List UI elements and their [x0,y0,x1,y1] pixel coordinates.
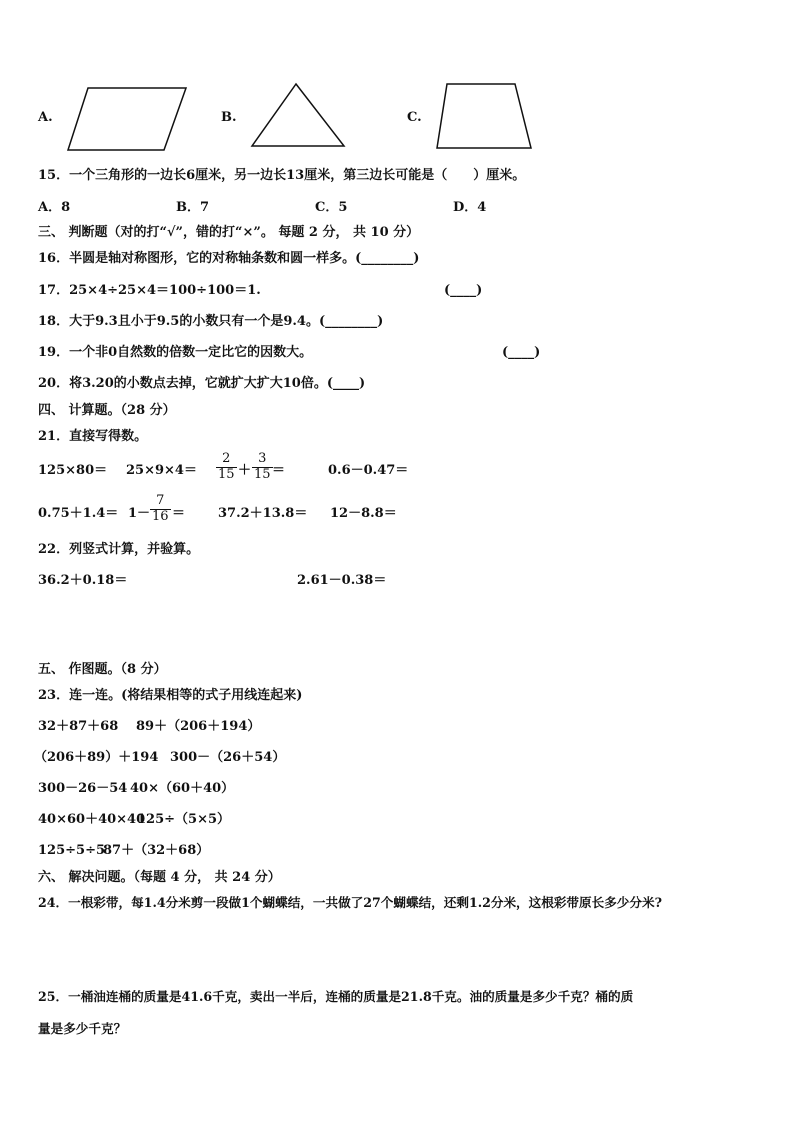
q21-r2c1: 0.75＋1.4＝ [38,506,119,521]
fraction-denominator: 16 [152,508,169,524]
question-22-title: 22．列竖式计算，并验算。 [38,542,200,557]
parallelogram-figure [66,86,196,156]
q23-left-2: （206＋89）＋194 [34,750,159,765]
q23-right-1: 89＋（206＋194） [136,719,261,734]
q21-r2c2-equals: ＝ [172,506,186,521]
fraction-denominator: 15 [218,466,235,482]
trapezoid-figure [435,82,535,154]
question-17: 17．25×4÷25×4＝100÷100＝1. [38,283,261,298]
q15-option-b: B．7 [176,200,210,215]
option-a-label: A. [38,110,53,125]
fraction-denominator: 15 [254,466,271,482]
option-c-label: C. [407,110,422,125]
q21-equals: ＝ [272,463,286,478]
question-16: 16．半圆是轴对称图形，它的对称轴条数和圆一样多。(________) [38,251,420,266]
q21-r2c4: 12－8.8＝ [330,506,397,521]
question-24: 24．一根彩带，每1.4分米剪一段做1个蝴蝶结，一共做了27个蝴蝶结，还剩1.2分米，这根彩带原长多少分米? [38,895,662,910]
q21-fraction-7-16 [150,494,171,525]
question-21-title: 21．直接写得数。 [38,429,148,444]
q23-left-1: 32＋87＋68 [38,719,119,734]
question-25-line-1: 25．一桶油连桶的质量是41.6千克，卖出一半后，连桶的质量是21.8千克。油的质量是多少千克？桶的质 [38,989,634,1004]
q21-r1c2: 25×9×4＝ [126,463,197,478]
question-23-title: 23．连一连。(将结果相等的式子用线连起来) [38,688,303,703]
section-5-title: 五、 作图题。（8 分） [38,662,167,677]
q22-left-expression: 36.2＋0.18＝ [38,573,128,588]
fraction-numerator: 7 [156,493,165,508]
q21-fraction-3-15 [252,452,273,483]
option-b-label: B. [221,110,237,125]
q21-plus-sign: ＋ [238,463,252,478]
q23-left-4: 40×60＋40×40 [38,812,146,827]
triangle-figure [250,82,350,152]
q23-left-3: 300－26－54 [38,781,128,796]
q23-right-4: 125÷（5×5） [137,812,231,827]
section-6-title: 六、 解决问题。（每题 4 分， 共 24 分） [38,870,281,885]
q23-right-5: 87＋（32＋68） [103,843,210,858]
section-3-title: 三、 判断题（对的打“√”，错的打“×”。 每题 2 分， 共 10 分） [38,225,420,240]
question-17-blank: (____) [444,283,483,298]
question-19: 19．一个非0自然数的倍数一定比它的因数大。 [38,345,313,360]
q15-option-d: D．4 [453,200,487,215]
fraction-numerator: 2 [222,451,231,466]
q22-right-expression: 2.61－0.38＝ [297,573,387,588]
q15-option-a: A．8 [38,200,71,215]
question-20: 20．将3.20的小数点去掉，它就扩大扩大10倍。(____) [38,376,366,391]
q23-right-2: 300－（26＋54） [170,750,286,765]
q21-r2c2-prefix: 1－ [128,506,151,521]
fraction-numerator: 3 [258,451,267,466]
q21-r1c1: 125×80＝ [38,463,108,478]
q23-right-3: 40×（60＋40） [130,781,235,796]
question-15-stem: 15．一个三角形的一边长6厘米，另一边长13厘米，第三边长可能是（ ）厘米。 [38,168,526,183]
question-19-blank: (____) [502,345,541,360]
q21-fraction-2-15 [216,452,237,483]
question-18: 18．大于9.3且小于9.5的小数只有一个是9.4。(________) [38,314,384,329]
q15-option-c: C．5 [315,200,348,215]
question-25-line-2: 量是多少千克？ [38,1021,127,1036]
q21-r1c4: 0.6－0.47＝ [328,463,409,478]
q21-r2c3: 37.2＋13.8＝ [218,506,308,521]
q23-left-5: 125÷5÷5 [38,843,106,858]
section-4-title: 四、 计算题。（28 分） [38,403,176,418]
